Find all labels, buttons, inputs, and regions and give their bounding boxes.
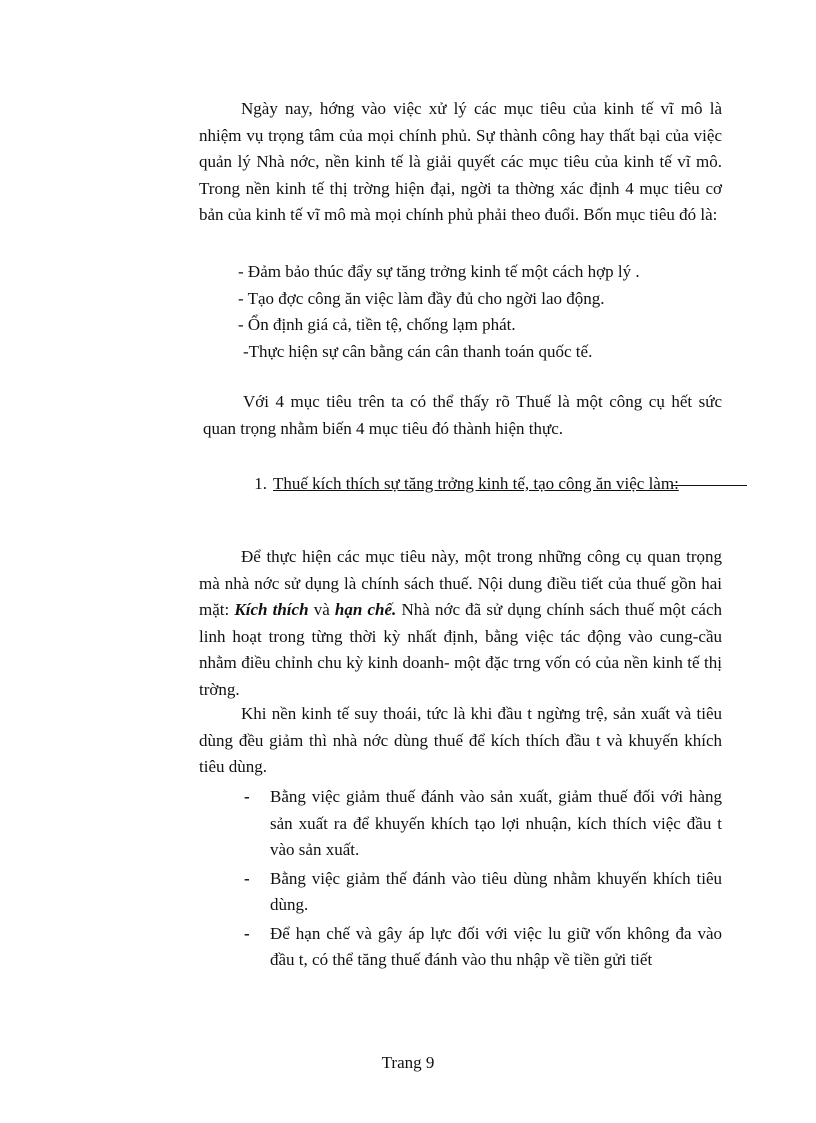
section-heading bbox=[199, 467, 747, 501]
body1-text-start: Để thực hiện các mục tiêu này, một trong những công cụ quan trọng mà nhà nớc sử dụng là chính sách thuế. Nội dung điều tiết của thuế gồn hai mặt: bbox=[199, 547, 722, 619]
section-title: Thuế kích thích sự tăng trởng kinh tế, tạo công ăn việc làm: bbox=[273, 474, 679, 493]
body1-conjunction: và bbox=[308, 600, 335, 619]
goal-item: - Đảm bảo thúc đẩy sự tăng trởng kinh tế một cách hợp lý . bbox=[238, 262, 640, 281]
goal-item: - Ổn định giá cả, tiền tệ, chống lạm phát. bbox=[238, 315, 516, 334]
bullet-marker: - bbox=[244, 923, 250, 943]
intro-paragraph: Ngày nay, hớng vào việc xử lý các mục tiêu của kinh tế vĩ mô là nhiệm vụ trọng tâm của mọi chính phủ. Sự thành công hay thất bại của việc quản lý Nhà nớc, nền kinh tế là giải quyết các mục tiêu của kinh tế vĩ mô. Trong nền kinh tế thị trờng hiện đại, ngời ta thờng xác định 4 mục tiêu cơ bản của kinh tế vĩ mô mà mọi chính phủ phải theo đuổi. Bốn mục tiêu đó là: bbox=[199, 99, 722, 224]
goals-list bbox=[238, 259, 718, 365]
measures-list bbox=[244, 784, 722, 976]
emphasis-kich-thich: Kích thích bbox=[234, 600, 309, 619]
bullet-marker: - bbox=[244, 868, 250, 888]
summary-paragraph: Với 4 mục tiêu trên ta có thể thấy rõ Thuế là một công cụ hết sức quan trọng nhằm biến 4 mục tiêu đó thành hiện thực. bbox=[203, 392, 722, 438]
body-paragraph-2: Khi nền kinh tế suy thoái, tức là khi đầu t ngừng trệ, sản xuất và tiêu dùng đều giảm thì nhà nớc dùng thuế để kích thích đầu t và khuyến khích tiêu dùng. bbox=[199, 704, 722, 776]
list-item bbox=[244, 784, 722, 864]
goal-item: -Thực hiện sự cân bằng cán cân thanh toán quốc tế. bbox=[243, 341, 593, 361]
bullet-marker: - bbox=[244, 787, 250, 806]
goal-item: - Tạo đợc công ăn việc làm đầy đủ cho ngời lao động. bbox=[238, 288, 605, 308]
emphasis-han-che: hạn chế. bbox=[334, 600, 397, 619]
list-item-text: Bằng việc giảm thuế đánh vào sản xuất, giảm thuế đối với hàng sản xuất ra để khuyến khích tạo lợi nhuận, kích thích việc đầu t vào sản xuất. bbox=[270, 787, 722, 859]
list-item-text: Để hạn chế và gây áp lực đối với việc lu giữ vốn không đa vào đầu t, có thể tăng thuế đánh vào thu nhập về tiền gửi tiết bbox=[270, 923, 722, 969]
section-number: 1. bbox=[254, 474, 267, 493]
page-footer: Trang 9 bbox=[381, 1053, 435, 1072]
list-item bbox=[244, 921, 722, 974]
list-item-text: Bằng việc giảm thế đánh vào tiêu dùng nhằm khuyến khích tiêu dùng. bbox=[270, 868, 722, 914]
body1-text-end: Nhà nớc đã sử dụng chính sách thuế một cách linh hoạt trong từng thời kỳ nhất định, bằng việc tác động vào cung-cầu nhằm điều chỉnh chu kỳ kinh doanh- một đặc trng vốn có của nền kinh tế thị trờng. bbox=[199, 600, 723, 699]
heading-underline-rule bbox=[671, 485, 747, 486]
list-item bbox=[244, 866, 722, 919]
body-paragraph-1 bbox=[199, 544, 722, 703]
